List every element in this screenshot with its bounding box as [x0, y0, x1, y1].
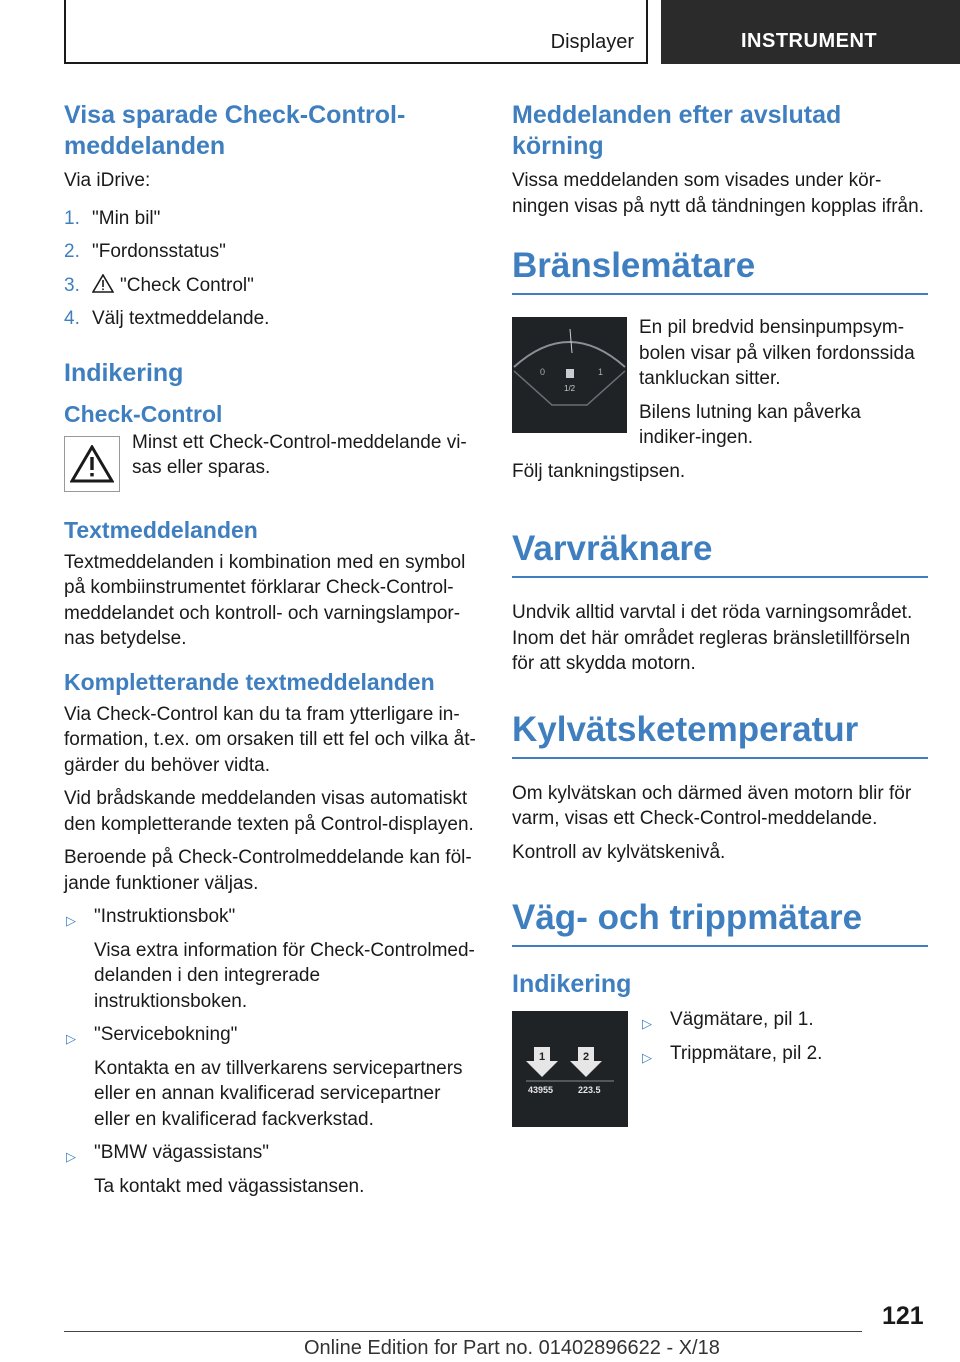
heading-check-control: Check-Control: [64, 400, 223, 427]
header-chapter-tab: [661, 0, 960, 64]
triangle-bullet-icon: ▷: [642, 1049, 652, 1065]
heading-kompletterande: Kompletterande textmeddelanden: [64, 668, 435, 695]
triangle-bullet-icon: ▷: [642, 1016, 652, 1031]
right-column: [512, 100, 928, 1127]
svg-text:0: 0: [540, 367, 546, 377]
header-section-tab: [64, 0, 648, 64]
list-item: 1. "Min bil": [64, 207, 161, 229]
warning-triangle-icon: [70, 445, 114, 483]
list-item: 4. Välj textmeddelande.: [64, 308, 270, 329]
triangle-bullet-icon: ▷: [66, 913, 76, 928]
list-item: ▷ Vägmätare, pil 1.: [640, 1007, 822, 1033]
list-item: ▷ Trippmätare, pil 2.: [640, 1041, 822, 1067]
list-item: 2. "Fordonsstatus": [64, 241, 226, 262]
via-idrive-text: Via iDrive:: [64, 170, 151, 191]
textmeddelanden-paragraph: Textmeddelanden i kombination med en symbol på kombiinstrumentet förklarar Check-Control-meddelandet och kontroll- och varningslampor-nas betydelse.: [64, 551, 466, 649]
coolant-paragraph-1: Om kylvätskan och därmed även motorn blir för varm, visas ett Check-Control-meddelande.: [512, 782, 912, 829]
edition-text: Online Edition for Part no. 01402896622 - X/18: [304, 1337, 720, 1359]
komp-paragraph-3: Beroende på Check-Controlmeddelande kan föl-jande funktioner väljas.: [64, 847, 472, 894]
after-drive-text: Vissa meddelanden som visades under kör-ningen visas på nytt då tändningen kopplas ifrån.: [512, 170, 924, 217]
svg-text:1/2: 1/2: [564, 384, 576, 393]
page-number: 121: [882, 1302, 924, 1330]
coolant-paragraph-2: Kontroll av kylvätskenivå.: [512, 841, 726, 863]
left-column: [64, 100, 478, 1207]
header-section-label: Displayer: [550, 31, 634, 53]
heading-saved-messages: Visa sparade Check-Control-meddelanden: [64, 101, 406, 160]
triangle-bullet-icon: ▷: [66, 1149, 76, 1164]
check-control-row: [64, 431, 478, 492]
header-chapter-label: INSTRUMENT: [741, 30, 878, 52]
odometer-row: [512, 1011, 928, 1127]
heading-rev-counter: Varvräknare: [512, 528, 928, 578]
list-item: ▷ "Instruktionsbok" Visa extra information för Check-Controlmed-delanden i den integrerade instruktionsboken.: [66, 906, 475, 1012]
functions-list: [64, 904, 478, 1199]
heading-indikering-2: Indikering: [512, 970, 632, 998]
fuel-paragraph-3: Följ tankningstipsen.: [512, 460, 686, 482]
warning-triangle-icon: [92, 274, 114, 293]
fuel-gauge-graphic: [512, 317, 627, 433]
warning-symbol-box: [64, 436, 120, 492]
list-item: ▷ "Servicebokning" Kontakta en av tillverkarens servicepartners eller en annan kvalificerad servicepartner eller en kvalificerad fackverkstad.: [66, 1024, 463, 1130]
svg-text:43955: 43955: [528, 1085, 554, 1095]
svg-text:2: 2: [583, 1051, 590, 1063]
list-item: 3. "Check Control": [64, 274, 254, 296]
svg-text:223.5: 223.5: [578, 1085, 601, 1095]
list-item: ▷ "BMW vägassistans" Ta kontakt med vägassistansen.: [66, 1142, 365, 1197]
heading-coolant: Kylvätsketemperatur: [512, 709, 928, 759]
heading-after-drive: Meddelanden efter avslutad körning: [512, 101, 842, 160]
triangle-bullet-icon: ▷: [66, 1031, 76, 1046]
fuel-paragraph-2: Bilens lutning kan påverka indiker-ingen.: [639, 401, 861, 448]
svg-text:1: 1: [539, 1051, 546, 1063]
komp-paragraph-2: Vid brådskande meddelanden visas automatiskt den kompletterande texten på Control-displayen.: [64, 788, 474, 835]
svg-text:1: 1: [598, 367, 604, 377]
odometer-list: [640, 1007, 822, 1074]
heading-fuel-gauge: Bränslemätare: [512, 245, 928, 295]
odometer-graphic: [512, 1011, 628, 1127]
fuel-gauge-row: [512, 317, 928, 459]
fuel-paragraph-1: En pil bredvid bensinpumpsym-bolen visar på vilken fordonssida tankluckan sitter.: [639, 317, 915, 389]
rev-text: Undvik alltid varvtal i det röda varningsområdet. Inom det här området regleras bränsletillförseln för att skydda motorn.: [512, 602, 913, 674]
heading-odometer: Väg- och trippmätare: [512, 897, 928, 947]
odometer-image: [512, 1011, 628, 1127]
heading-textmeddelanden: Textmeddelanden: [64, 516, 258, 543]
steps-list: [64, 202, 478, 336]
komp-paragraph-1: Via Check-Control kan du ta fram ytterligare in-formation, t.ex. om orsaken till ett fel och vilka åt-gärder du behöver vidta.: [64, 703, 476, 776]
footer-divider: [64, 1331, 862, 1332]
fuel-gauge-image: [512, 317, 627, 433]
heading-indikering: Indikering: [64, 358, 184, 387]
check-control-text: Minst ett Check-Control-meddelande vi-sas eller sparas.: [132, 431, 467, 478]
